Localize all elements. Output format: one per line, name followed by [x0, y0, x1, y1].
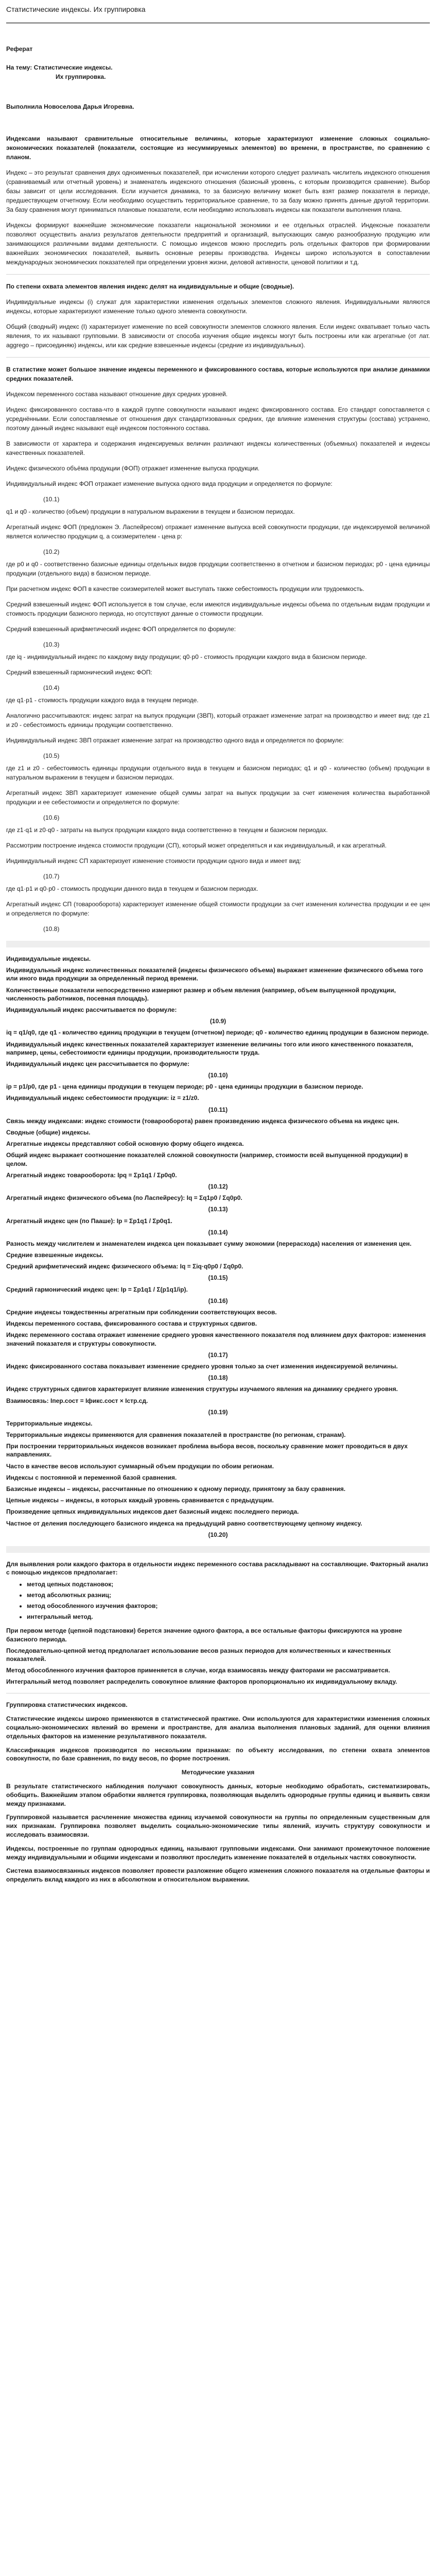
formula-number: (10.13)	[208, 1206, 228, 1213]
dense-paragraph: Индивидуальный индекс себестоимости продукции: iz = z1/z0.	[6, 1094, 199, 1102]
section-index-types	[6, 955, 430, 1539]
essay-topic: На тему: Статистические индексы.	[6, 64, 113, 71]
section-factor-analysis	[6, 1560, 430, 1686]
paragraph: где q1·p1 - стоимость продукции каждого вида в текущем периоде.	[6, 697, 199, 704]
essay-label: Реферат	[6, 45, 33, 53]
paragraph: Индивидуальный индекс ФОП отражает изменение выпуска одного вида продукции и определяется по формуле:	[6, 480, 333, 487]
formula-number: (10.7)	[43, 873, 60, 880]
dense-paragraph: Общий индекс выражает соотношение показателей сложной совокупности (например, стоимости всей выпущенной продукции) в целом.	[6, 1151, 408, 1167]
dense-paragraph: Агрегатные индексы представляют собой основную форму общего индекса.	[6, 1140, 244, 1148]
formula-number: (10.4)	[43, 684, 60, 691]
paragraph: Индексы, построенные по группам однородных единиц, называют групповыми индексами. Они занимают промежуточное положение между индивидуальными и общими индексами и позволяют проследить изменение показателей в отдельных частях совокупности.	[6, 1844, 430, 1861]
formula-number: (10.18)	[208, 1374, 228, 1382]
divider	[6, 274, 430, 275]
page-title: Статистические индексы. Их группировка	[6, 5, 146, 13]
paragraph: где p0 и q0 - соответственно базисные единицы отдельных видов продукции соответственно в отчетном и базисном периодах; p0 - цена единицы продукции (отдельного вида) в базисном периоде.	[6, 561, 430, 577]
paragraph: где z1 и z0 - себестоимость единицы продукции отдельного вида в текущем и базисном периодах; q1 и q0 - количество (объем) продукции в натуральном выражении в текущем и базисном периодах.	[6, 765, 430, 781]
paragraph: Индекс фиксированного состава-что в каждой группе совокупности называют индекс фиксированного состава. Его стандарт сопоставляется с усреднёнными. Если сопоставляемые от отношения двух стандартизованных средних, где влияние изменения структуры (состава) устранено, поэтому данный индекс называют ещё индексом постоянного состава.	[6, 406, 430, 432]
dense-paragraph: Произведение цепных индивидуальных индексов дает базисный индекс последнего периода.	[6, 1508, 299, 1516]
formula-number: (10.9)	[210, 1018, 226, 1025]
factor-method-list	[6, 1580, 430, 1621]
dense-paragraph: Интегральный метод позволяет распределить совокупное влияние факторов пропорционально их индивидуальному вкладу.	[6, 1678, 397, 1686]
formula-number: (10.8)	[43, 925, 60, 933]
dense-paragraph: Средний гармонический индекс цен: Ip = Σp1q1 / Σ(p1q1/ip).	[6, 1285, 188, 1293]
paragraph: Аналогично рассчитываются: индекс затрат на выпуск продукции (ЗВП), который отражает изменение затрат на производство и имеет вид: где z1 и z0 - себестоимость единицы продукции соответственно.	[6, 712, 430, 728]
dense-paragraph: Метод обособленного изучения факторов применяется в случае, когда взаимосвязь между факторами не рассматривается.	[6, 1667, 390, 1674]
dense-paragraph: При построении территориальных индексов возникает проблема выбора весов, поскольку сравнение может проводиться в двух направлениях.	[6, 1443, 408, 1459]
author-line: Выполнила Новоселова Дарья Игоревна.	[6, 103, 134, 110]
dense-paragraph: Последовательно-цепной метод предполагает использование весов разных периодов для количественных и качественных показателей.	[6, 1647, 391, 1663]
paragraph: В зависимости от характера и содержания индексируемых величин различают индексы количественных (объемных) показателей и индексы качественных показателей.	[6, 440, 430, 456]
paragraph: Индивидуальные индексы (i) служат для характеристики изменения отдельных элементов сложного явления. Индивидуальными являются индексы, которые характеризуют изменение только одного элемента совокупности.	[6, 298, 430, 315]
dense-paragraph: Индивидуальный индекс качественных показателей характеризует изменение величины того или иного качественного показателя, например, цены, себестоимости единицы продукции, производительности труда.	[6, 1040, 413, 1056]
dense-paragraph: Индексы переменного состава, фиксированного состава и структурных сдвигов.	[6, 1320, 257, 1328]
subsection-heading: Методические указания	[181, 1769, 255, 1776]
dense-paragraph: Для выявления роли каждого фактора в отдельности индекс переменного состава раскладывают на составляющие. Факторный анализ с помощью индексов предполагает:	[6, 1560, 428, 1577]
paragraph: Индивидуальный индекс ЗВП отражает изменение затрат на производство одного вида и определяется по формуле:	[6, 737, 344, 744]
dense-paragraph: Территориальные индексы применяются для сравнения показателей в пространстве (по регионам, странам).	[6, 1431, 346, 1439]
dense-paragraph: Индивидуальный индекс количественных показателей (индексы физического объема) выражает изменение физического объема того или иного вида продукции за определенный период времени.	[6, 967, 423, 982]
dense-paragraph: Частное от деления последующего базисного индекса на предыдущий равно соответствующему цепному индексу.	[6, 1519, 362, 1527]
paragraph: Система взаимосвязанных индексов позволяет провести разложение общего изменения сложного показателя на отдельные факторы и определить вклад каждого из них в абсолютном и относительном выражении.	[6, 1867, 430, 1884]
dense-paragraph: Средние индексы тождественны агрегатным при соблюдении соответствующих весов.	[6, 1309, 277, 1316]
divider	[6, 1546, 430, 1553]
dense-paragraph: Агрегатный индекс цен (по Пааше): Ip = Σp1q1 / Σp0q1.	[6, 1217, 172, 1225]
paragraph: Общий (сводный) индекс (I) характеризует изменение по всей совокупности элементов сложного явления. Если индекс охватывает только часть явления, то их называют групповыми. В зависимости от способа изучения общие индексы могут быть построены или как агрегатные (от лат. aggrego – присоединяю) индексы, или как средние взвешенные индексы (средние из индивидуальных).	[6, 323, 430, 349]
paragraph: Группировкой называется расчленение множества единиц изучаемой совокупности на группы по определенным существенным для них признакам. Группировка позволяет выделить социально-экономические типы явлений, изучить структуру совокупности и исследовать взаимосвязи.	[6, 1814, 430, 1838]
formula-number: (10.15)	[208, 1274, 228, 1282]
formula-number: (10.10)	[208, 1072, 228, 1079]
divider	[6, 22, 430, 24]
formula-number: (10.6)	[43, 814, 60, 821]
section-coverage	[6, 282, 430, 350]
dense-paragraph: Агрегатный индекс физического объема (по Ласпейресу): Iq = Σq1p0 / Σq0p0.	[6, 1194, 242, 1202]
section-heading: По степени охвата элементов явления индекс делят на индивидуальные и общие (сводные).	[6, 283, 294, 290]
formula-number: (10.1)	[43, 496, 60, 503]
paragraph: Средний взвешенный арифметический индекс ФОП определяется по формуле:	[6, 625, 236, 633]
formula-number: (10.17)	[208, 1351, 228, 1359]
dense-paragraph: Часто в качестве весов используют суммарный объем продукции по обоим регионам.	[6, 1462, 274, 1470]
formula-number: (10.16)	[208, 1297, 228, 1304]
paragraph: где q1·p1 и q0·p0 - стоимость продукции данного вида в текущем и базисном периодах.	[6, 885, 258, 892]
list-item: • интегральный метод.	[27, 1612, 430, 1621]
formula-number: (10.12)	[208, 1182, 228, 1190]
paragraph: Агрегатный индекс СП (товарооборота) характеризует изменение общей стоимости продукции за счет изменения количества продукции и ее цен и определяется по формуле:	[6, 901, 430, 917]
dense-paragraph: Количественные показатели непосредственно измеряют размер и объем явления (например, объем выпущенной продукции, численность работников, посевная площадь).	[6, 986, 396, 1002]
intro-paragraph: Индекс – это результат сравнения двух одноименных показателей, при исчислении которого следует различать числитель индексного отношения (сравниваемый или отчетный уровень) и знаменатель индексного отношения (базисный уровень, с которым производится сравнение). Выбор базы зависит от цели исследования. Если изучается динамика, то за базисную величину может быть взят размер показателя в периоде, предшествующем отчетному. Если необходимо осуществить территориальное сравнение, то за базу можно принять данные другой территории. За базу сравнения могут приниматься плановые показатели, если необходимо использовать индексы как показатели выполнения плана.	[6, 169, 430, 213]
dense-paragraph: При первом методе (цепной подстановки) берется значение одного фактора, а все остальные факторы фиксируются на уровне базисного периода.	[6, 1627, 402, 1643]
paragraph: Агрегатный индекс ФОП (предложен Э. Ласпейресом) отражает изменение выпуска всей совокупности продукции, где индексируемой величиной является количество продукции q, а соизмерителем - цена p:	[6, 523, 430, 540]
section-composition	[6, 365, 430, 934]
dense-paragraph: Базисные индексы – индексы, рассчитанные по отношению к одному периоду, принятому за базу сравнения.	[6, 1485, 346, 1493]
paragraph: Рассмотрим построение индекса стоимости продукции (СП), который может определяться и как индивидуальный, и как агрегатный.	[6, 842, 387, 849]
dense-paragraph: Индивидуальный индекс рассчитывается по формуле:	[6, 1006, 177, 1013]
formula-number: (10.20)	[208, 1531, 228, 1538]
dense-paragraph: Территориальные индексы.	[6, 1419, 93, 1427]
dense-paragraph: Индекс структурных сдвигов характеризует влияние изменения структуры изучаемого явления на динамику среднего уровня.	[6, 1385, 398, 1393]
formula-number: (10.2)	[43, 548, 60, 555]
divider	[6, 941, 430, 947]
dense-paragraph: Индекс фиксированного состава показывает изменение среднего уровня только за счет изменения индексируемой величины.	[6, 1362, 398, 1370]
dense-paragraph: Цепные индексы – индексы, в которых каждый уровень сравнивается с предыдущим.	[6, 1497, 274, 1504]
dense-paragraph: Индексы с постоянной и переменной базой сравнения.	[6, 1473, 177, 1481]
paragraph: Индивидуальный индекс СП характеризует изменение стоимости продукции одного вида и имеет вид:	[6, 857, 302, 865]
dense-paragraph: Индивидуальный индекс цен рассчитывается по формуле:	[6, 1060, 189, 1067]
formula-number: (10.3)	[43, 641, 60, 648]
paragraph: Индекс физического объёма продукции (ФОП) отражает изменение выпуска продукции.	[6, 465, 260, 472]
paragraph: Статистические индексы широко применяются в статистической практике. Они используются для характеристики изменения сложных социально-экономических явлений во времени и пространстве, для анализа выполнения плановых заданий, для оценки влияния отдельных факторов на изменение результативного показателя.	[6, 1715, 430, 1740]
dense-paragraph: Связь между индексами: индекс стоимости (товарооборота) равен произведению индекса физического объема на индекс цен.	[6, 1117, 399, 1125]
paragraph: Классификация индексов производится по нескольким признакам: по объекту исследования, по степени охвата элементов совокупности, по базе сравнения, по виду весов, по форме построения.	[6, 1746, 430, 1762]
dense-paragraph: Взаимосвязь: Iпер.сост = Iфикс.сост × Iстр.сд.	[6, 1397, 148, 1404]
formula-number: (10.19)	[208, 1408, 228, 1416]
dense-paragraph: Индекс переменного состава отражает изменение среднего уровня качественного показателя под влиянием двух факторов: изменения значений показателя и структуры совокупности.	[6, 1331, 426, 1347]
dense-paragraph: Сводные (общие) индексы.	[6, 1129, 91, 1136]
dense-paragraph: Агрегатный индекс товарооборота: Ipq = Σp1q1 / Σp0q0.	[6, 1171, 177, 1179]
section-heading: В статистике может большое значение индексы переменного и фиксированного состава, которые используются при анализе динамики средних показателей.	[6, 366, 430, 382]
dense-paragraph: ip = p1/p0, где p1 - цена единицы продукции в текущем периоде; p0 - цена единицы продукции в базисном периоде.	[6, 1083, 363, 1091]
paragraph: При расчетном индекс ФОП в качестве соизмерителей может выступать также себестоимость продукции или трудоемкость.	[6, 585, 364, 592]
paragraph: где iq - индивидуальный индекс по каждому виду продукции; q0·p0 - стоимость продукции каждого вида в базисном периоде.	[6, 653, 367, 660]
paragraph: Агрегатный индекс ЗВП характеризует изменение общей суммы затрат на выпуск продукции за счет изменения количества выработанной продукции и ее себестоимости и определяется по формуле:	[6, 789, 430, 806]
paragraph: Средний взвешенный индекс ФОП используется в том случае, если имеются индивидуальные индексы объема по отдельным видам продукции и стоимость продукции базисного периода, но отсутствуют данные о стоимости продукции.	[6, 601, 430, 617]
dense-paragraph: Средний арифметический индекс физического объема: Iq = Σiq·q0p0 / Σq0p0.	[6, 1263, 243, 1270]
section-grouping	[6, 1701, 430, 1884]
dense-paragraph: iq = q1/q0, где q1 - количество единиц продукции в текущем (отчетном) периоде; q0 - количество единиц продукции в базисном периоде.	[6, 1029, 429, 1037]
list-item: • метод абсолютных разниц;	[27, 1590, 430, 1600]
dense-paragraph: Средние взвешенные индексы.	[6, 1251, 103, 1259]
formula-number: (10.14)	[208, 1228, 228, 1236]
section-heading: Группировка статистических индексов.	[6, 1701, 128, 1709]
paragraph: q1 и q0 - количество (объем) продукции в натуральном выражении в текущем и базисном периодах.	[6, 508, 295, 515]
list-item: • метод обособленного изучения факторов;	[27, 1601, 430, 1611]
essay-topic-suffix: Их группировка.	[56, 73, 106, 80]
paragraph: Индексом переменного состава называют отношение двух средних уровней.	[6, 391, 228, 398]
dense-paragraph: Разность между числителем и знаменателем индекса цен показывает сумму экономии (перерасхода) населения от изменения цен.	[6, 1240, 412, 1247]
paragraph: В результате статистического наблюдения получают совокупность данных, которые необходимо обработать, систематизировать, обобщить. Важнейшим этапом обработки является группировка, позволяющая выделить однородные группы единиц и выявить связи между признаками.	[6, 1783, 430, 1807]
intro-definition: Индексами называют сравнительные относительные величины, которые характеризуют изменение сложных социально-экономических показателей (показатели, состоящие из несуммируемых элементов) во времени, в пространстве, по сравнению с планом.	[6, 135, 430, 161]
title-block	[6, 44, 430, 81]
paragraph: где z1·q1 и z0·q0 - затраты на выпуск продукции каждого вида соответственно в текущем и базисном периодах.	[6, 826, 328, 834]
formula-number: (10.11)	[208, 1106, 228, 1113]
intro-paragraph: Индексы формируют важнейшие экономические показатели национальной экономики и ее отдельных отраслей. Индексные показатели позволяют осуществить анализ результатов деятельности предприятий и организаций, выпускающих самую разнообразную продукцию или занимающихся различными видами деятельности. С помощью индексов можно проследить роль отдельных факторов при формировании важнейших экономических показателей, выявить основные резервы производства. Индексы широко используются в сопоставлении международных экономических показателей при определении уровня жизни, деловой активности, ценовой политики и т.д.	[6, 222, 430, 266]
paragraph: Средний взвешенный гармонический индекс ФОП:	[6, 669, 152, 676]
intro-section	[6, 134, 430, 267]
divider	[6, 357, 430, 358]
list-item: • метод цепных подстановок;	[27, 1580, 430, 1589]
formula-number: (10.5)	[43, 752, 60, 759]
dense-paragraph: Индивидуальные индексы.	[6, 955, 91, 962]
